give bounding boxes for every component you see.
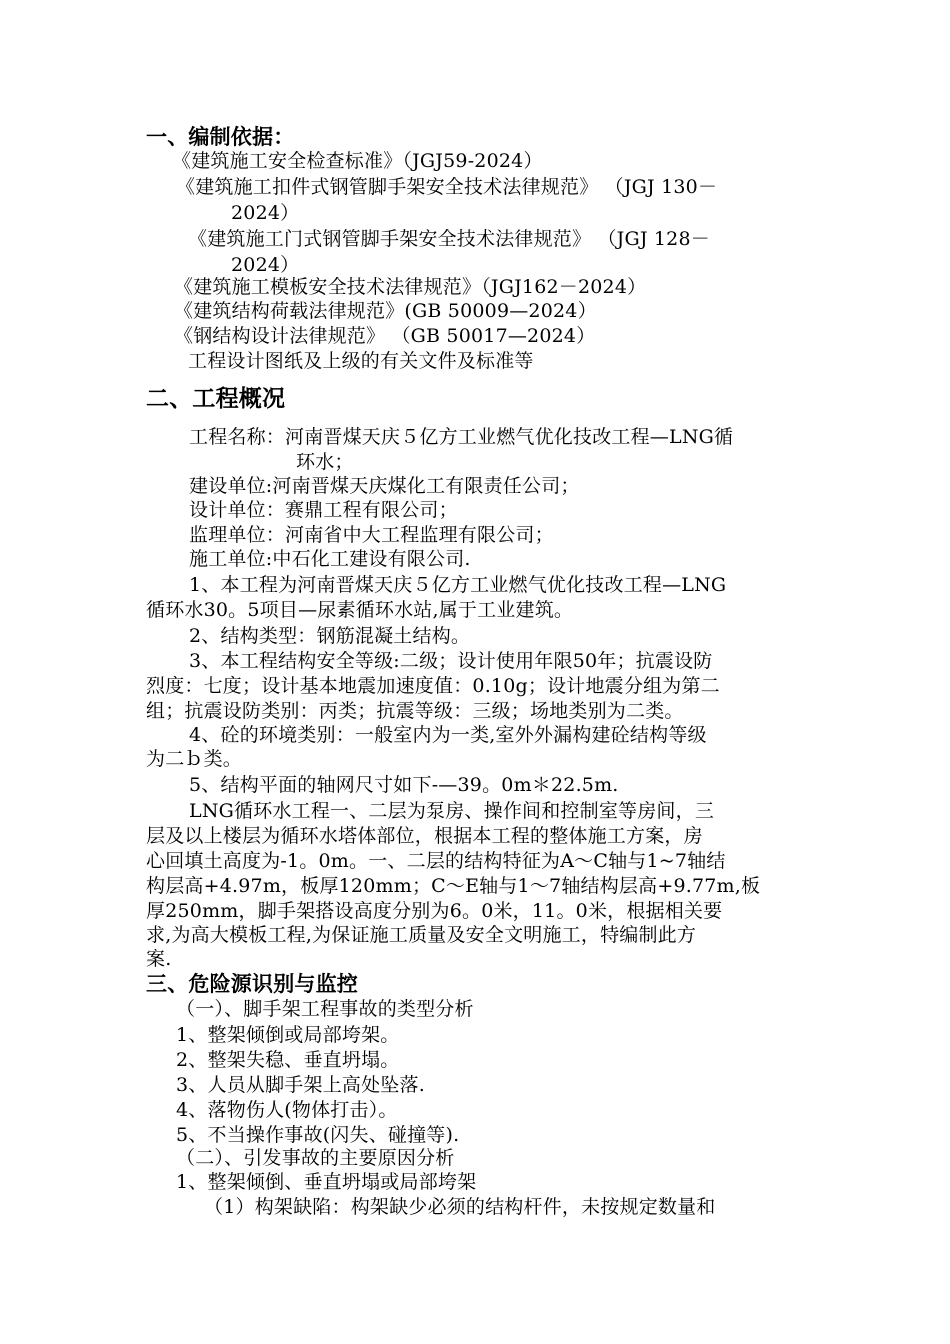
overview-paragraph-line: LNG循环水工程一、二层为泵房、操作间和控制室等房间，三 bbox=[189, 800, 715, 822]
cause-list-item: 1、整架倾倒、垂直坍塌或局部垮架 bbox=[176, 1171, 477, 1193]
project-name-continuation: 环水； bbox=[296, 451, 354, 473]
hazard-list-item: 4、落物伤人(物体打击）。 bbox=[176, 1099, 398, 1121]
reference-item: 《建筑结构荷载法律规范》(GB 50009—2024） bbox=[174, 300, 597, 322]
reference-item: 《建筑施工门式钢管脚手架安全技术法律规范》 （JGJ 128－ bbox=[188, 228, 710, 250]
overview-paragraph-line: 1、本工程为河南晋煤天庆５亿方工业燃气优化技改工程—LNG bbox=[189, 574, 727, 596]
hazard-list-item: 5、不当操作事故(闪失、碰撞等). bbox=[176, 1124, 460, 1146]
hazard-list-item: 1、整架倾倒或局部垮架。 bbox=[176, 1024, 400, 1046]
supervision-unit: 监理单位：河南省中大工程监理有限公司； bbox=[189, 524, 554, 546]
overview-paragraph-line: 组；抗震设防类别：丙类；抗震等级：三级；场地类别为二类。 bbox=[146, 700, 684, 722]
subsection-title: （二）、引发事故的主要原因分析 bbox=[176, 1147, 455, 1169]
reference-item: 《建筑施工模板安全技术法律规范》（JGJ162－2024） bbox=[174, 276, 647, 298]
contractor-unit: 施工单位:中石化工建设有限公司. bbox=[189, 548, 471, 570]
construction-unit: 建设单位:河南晋煤天庆煤化工有限责任公司； bbox=[189, 475, 580, 497]
reference-item: 《建筑施工安全检查标准》（JGJ59-2024） bbox=[172, 150, 543, 172]
hazard-list-item: 2、整架失稳、垂直坍塌。 bbox=[176, 1049, 400, 1071]
overview-paragraph-line: 烈度：七度；设计基本地震加速度值：0.10g；设计地震分组为第二 bbox=[146, 675, 720, 697]
overview-paragraph-line: 2、结构类型：钢筋混凝土结构。 bbox=[189, 625, 471, 647]
project-name-line: 工程名称：河南晋煤天庆５亿方工业燃气优化技改工程—LNG循 bbox=[189, 426, 734, 448]
overview-paragraph-line: 求,为高大模板工程,为保证施工质量及安全文明施工，特编制此方 bbox=[146, 924, 697, 946]
reference-item: 《钢结构设计法律规范》 （GB 50017—2024） bbox=[174, 325, 596, 347]
hazard-list-item: 3、人员从脚手架上高处坠落. bbox=[176, 1074, 425, 1096]
overview-paragraph-line: 3、本工程结构安全等级:二级；设计使用年限50年；抗震设防 bbox=[189, 650, 713, 672]
reference-item: 《建筑施工扣件式钢管脚手架安全技术法律规范》 （JGJ 130－ bbox=[176, 176, 718, 198]
subsection-title: （一）、脚手架工程事故的类型分析 bbox=[176, 998, 474, 1020]
design-unit: 设计单位：赛鼎工程有限公司； bbox=[189, 499, 458, 521]
section-heading-basis: 一、编制依据： bbox=[146, 125, 295, 149]
overview-paragraph-line: 5、结构平面的轴网尺寸如下-—39。0m＊22.5m. bbox=[189, 774, 619, 796]
overview-paragraph-line: 4、砼的环境类别：一般室内为一类,室外外漏构建砼结构等级 bbox=[189, 724, 707, 746]
overview-paragraph-line: 循环水30。5项目—尿素循环水站,属于工业建筑。 bbox=[146, 599, 574, 621]
overview-paragraph-line: 案. bbox=[146, 948, 172, 970]
overview-paragraph-line: 层及以上楼层为循环水塔体部位，根据本工程的整体施工方案，房 bbox=[146, 825, 703, 847]
section-heading-overview: 二、工程概况 bbox=[146, 386, 286, 412]
cause-detail: （1）构架缺陷：构架缺少必须的结构杆件，未按规定数量和 bbox=[204, 1196, 716, 1218]
overview-paragraph-line: 厚250mm，脚手架搭设高度分别为6。0米，11。0米，根据相关要 bbox=[146, 900, 723, 922]
section-heading-hazards: 三、危险源识别与监控 bbox=[146, 972, 358, 996]
overview-paragraph-line: 为二ｂ类。 bbox=[146, 748, 243, 770]
reference-item: 工程设计图纸及上级的有关文件及标准等 bbox=[188, 350, 534, 372]
overview-paragraph-line: 心回填土高度为-1。0m。一、二层的结构特征为A～C轴与1~7轴结 bbox=[146, 850, 726, 872]
reference-item-continuation: 2024） bbox=[231, 254, 300, 276]
reference-item-continuation: 2024） bbox=[231, 202, 300, 224]
overview-paragraph-line: 构层高+4.97m，板厚120mm；C～E轴与1～7轴结构层高+9.77m,板 bbox=[146, 875, 761, 897]
